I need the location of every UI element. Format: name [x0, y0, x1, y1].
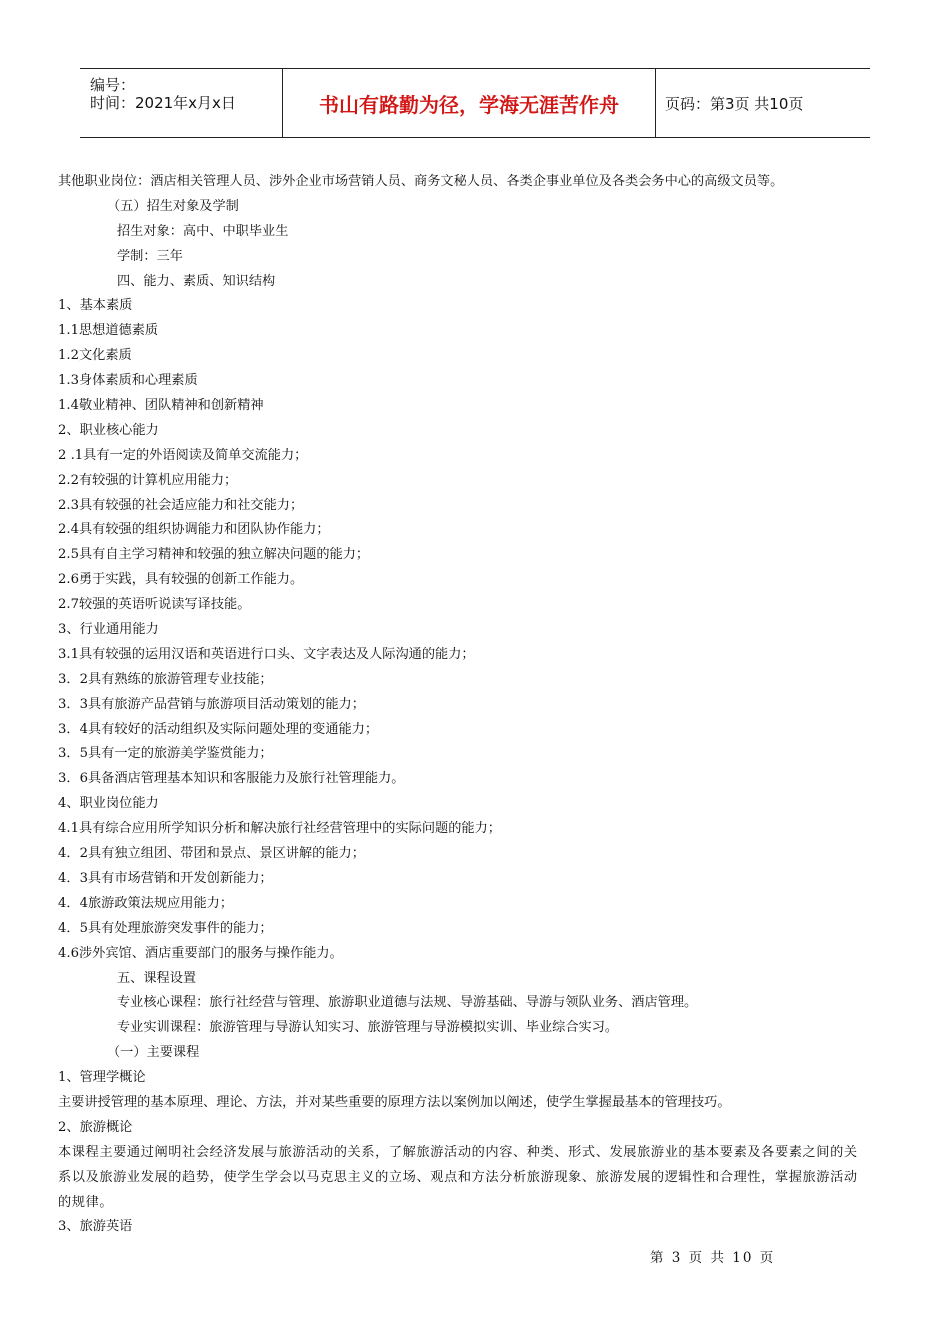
body-line: 招生对象：高中、中职毕业生 [117, 223, 289, 239]
body-line: 2、职业核心能力 [58, 422, 159, 438]
body-line: 4.1具有综合应用所学知识分析和解决旅行社经营管理中的实际问题的能力； [58, 821, 501, 837]
date-label: 时间：2021年x月x日 [90, 94, 236, 112]
body-line: 2.6勇于实践，具有较强的创新工作能力。 [58, 572, 304, 588]
body-line: （五）招生对象及学制 [107, 198, 239, 214]
header-motto: 书山有路勤为径，学海无涯苦作舟 [282, 69, 656, 137]
body-line: 4．4旅游政策法规应用能力； [58, 895, 234, 911]
body-line: 学制：三年 [117, 248, 183, 264]
page-footer: 第 3 页 共 10 页 [650, 1250, 776, 1266]
body-line: 2.2有较强的计算机应用能力； [58, 472, 238, 488]
section-heading: 3、旅游英语 [58, 1219, 133, 1235]
body-line: 1.4敬业精神、团队精神和创新精神 [58, 398, 264, 414]
body-line: 4.6涉外宾馆、酒店重要部门的服务与操作能力。 [58, 945, 343, 961]
paragraph-line: 系以及旅游业发展的趋势，使学生学会以马克思主义的立场、观点和方法分析旅游现象、旅游发展的逻辑性和合理性，掌握旅游活动 [58, 1169, 858, 1185]
body-line: 3．3具有旅游产品营销与旅游项目活动策划的能力； [58, 696, 365, 712]
number-label: 编号： [90, 76, 136, 94]
body-line: 3．4具有较好的活动组织及实际问题处理的变通能力； [58, 721, 379, 737]
paragraph-line: 的规律。 [58, 1194, 114, 1210]
body-line: 五、课程设置 [117, 970, 197, 986]
body-line: 3.1具有较强的运用汉语和英语进行口头、文字表达及人际沟通的能力； [58, 646, 475, 662]
body-line: 1、基本素质 [58, 298, 133, 314]
body-line: 3、行业通用能力 [58, 622, 159, 638]
body-line: 1.1思想道德素质 [58, 323, 159, 339]
body-line: 专业实训课程：旅游管理与导游认知实习、旅游管理与导游模拟实训、毕业综合实习。 [117, 1020, 619, 1036]
body-line: 2.5具有自主学习精神和较强的独立解决问题的能力； [58, 547, 370, 563]
body-line: 2.3具有较强的社会适应能力和社交能力； [58, 497, 304, 513]
body-line: 3．2具有熟练的旅游管理专业技能； [58, 671, 273, 687]
course-description-paragraph [58, 1141, 898, 1216]
header-page-info: 页码：第3页 共10页 [665, 94, 804, 113]
body-line: 4、职业岗位能力 [58, 796, 159, 812]
header-meta [80, 69, 282, 137]
body-line: 3．5具有一定的旅游美学鉴赏能力； [58, 746, 273, 762]
document-body [58, 170, 898, 1240]
body-line: 4．3具有市场营销和开发创新能力； [58, 870, 273, 886]
body-line: 2 .1具有一定的外语阅读及简单交流能力； [58, 447, 308, 463]
paragraph-line: 本课程主要通过阐明社会经济发展与旅游活动的关系，了解旅游活动的内容、种类、形式、发展旅游业的基本要素及各要素之间的关 [58, 1144, 858, 1160]
body-line: 2.7较强的英语听说读写译技能。 [58, 597, 251, 613]
body-line: 2.4具有较强的组织协调能力和团队协作能力； [58, 522, 330, 538]
body-line: 4．5具有处理旅游突发事件的能力； [58, 920, 273, 936]
body-line: （一）主要课程 [107, 1045, 200, 1061]
body-line: 主要讲授管理的基本原理、理论、方法，并对某些重要的原理方法以案例加以阐述，使学生掌握最基本的管理技巧。 [58, 1094, 731, 1110]
body-line: 4．2具有独立组团、带团和景点、景区讲解的能力； [58, 846, 365, 862]
body-line: 1.2文化素质 [58, 348, 132, 364]
body-lines [58, 170, 898, 1141]
body-line: 3．6具备酒店管理基本知识和客服能力及旅行社管理能力。 [58, 771, 405, 787]
body-line: 2、旅游概论 [58, 1119, 133, 1135]
body-line: 1、管理学概论 [58, 1070, 146, 1086]
body-line: 其他职业岗位：酒店相关管理人员、涉外企业市场营销人员、商务文秘人员、各类企事业单位及各类会务中心的高级文员等。 [58, 174, 784, 189]
body-line: 专业核心课程：旅行社经营与管理、旅游职业道德与法规、导游基础、导游与领队业务、酒店管理。 [117, 995, 698, 1011]
body-line: 四、能力、素质、知识结构 [117, 273, 276, 289]
page-header [80, 68, 870, 138]
body-line: 1.3身体素质和心理素质 [58, 373, 198, 389]
